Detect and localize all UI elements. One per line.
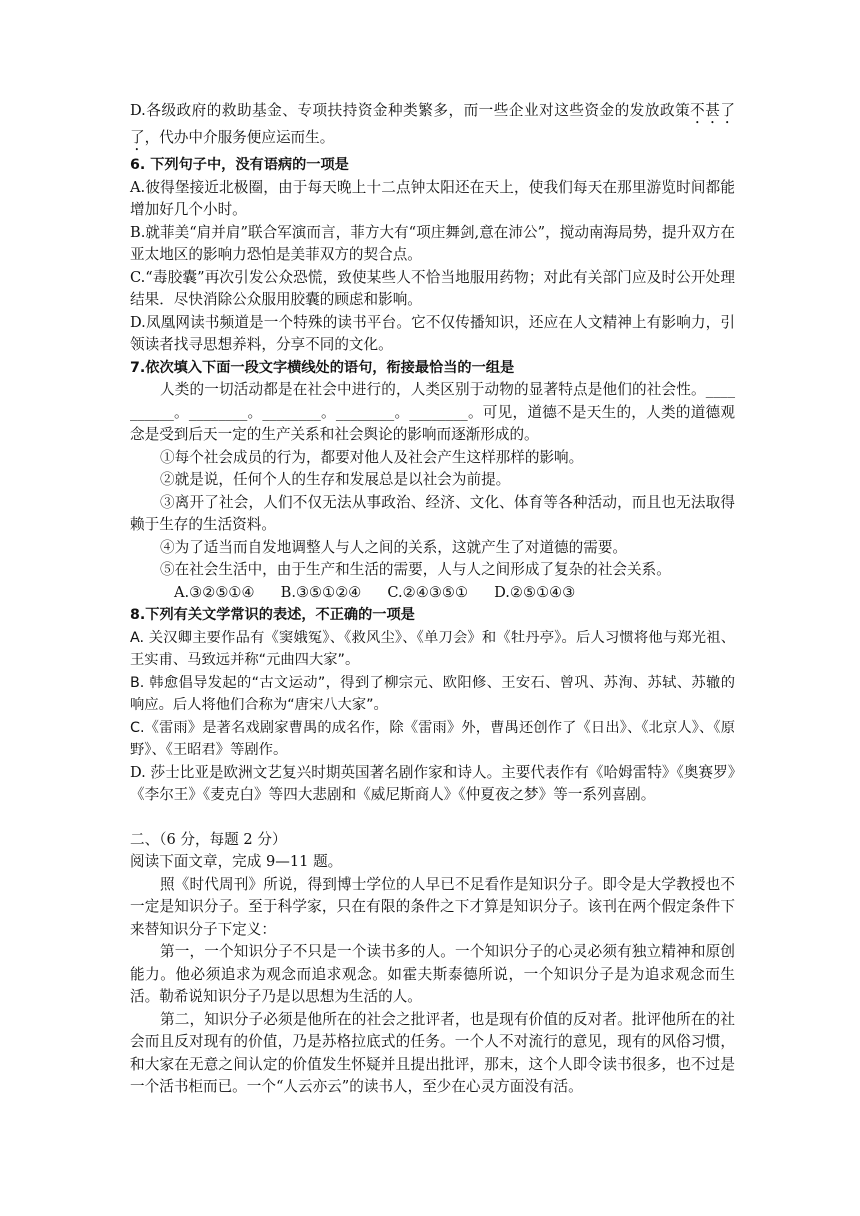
section2-instruction: 阅读下面文章，完成 9—11 题。: [130, 853, 343, 870]
q7-options: [130, 582, 735, 605]
q7-sentence-5: ⑤在社会生活中，由于生产和生活的需要，人与人之间形成了复杂的社会关系。: [160, 561, 671, 578]
q7-option-a: A.③②⑤①④: [174, 583, 255, 601]
reading-paragraph-1: 照《时代周刊》所说，得到博士学位的人早已不足看作是知识分子。即令是大学教授也不一定是知识分子。至于科学家，只在有限的条件之下才算是知识分子。该刊在两个假定条件下来替知识分子下定义：: [130, 875, 735, 938]
q7-stem: 7.依次填入下面一段文字横线处的语句，衔接最恰当的一组是: [130, 359, 515, 376]
q6-option-d: D.凤凰网读书频道是一个特殊的读书平台。它不仅传播知识，还应在人文精神上有影响力，引领读者找寻思想养料，分享不同的文化。: [130, 313, 735, 353]
q5-option-d-dotted: 不甚了了: [130, 102, 735, 146]
q8-stem: 8.下列有关文学常识的表述，不正确的一项是: [130, 607, 415, 623]
q5-option-d-text: D.各级政府的救助基金、专项扶持资金种类繁多，而一些企业对这些资金的发放政策: [130, 102, 691, 119]
q8-option-c: C.《雷雨》是著名戏剧家曹禺的成名作，除《雷雨》外，曹禺还创作了《日出》、《北京人》、《原野》、《王昭君》等剧作。: [130, 719, 735, 758]
q7-sentence-4: ④为了适当而自发地调整人与人之间的关系，这就产生了对道德的需要。: [160, 538, 628, 556]
q7-sentence-1: ①每个社会成员的行为，都要对他人及社会产生这样那样的影响。: [160, 448, 584, 466]
page-content: [130, 100, 735, 1099]
q5-option-d: [130, 100, 735, 154]
q8-option-a: A. 关汉卿主要作品有《窦娥冤》、《救风尘》、《单刀会》和《牡丹亭》。后人习惯将他与郑光祖、王实甫、马致远并称“元曲四大家”。: [130, 629, 735, 668]
q6-option-c: C.“毒胶囊”再次引发公众恐慌，致使某些人不恰当地服用药物；对此有关部门应及时公开处理结果．尽快消除公众服用胶囊的顾虑和影响。: [130, 268, 735, 308]
section-gap: [130, 807, 735, 829]
q7-passage: 人类的一切活动都是在社会中进行的，人类区别于动物的显著特点是他们的社会性。__________。________。________。________。________。可见，道德不是天生的，人类的道德观念是受到后天一定的生产关系和社会舆论的影响而逐渐形成的。: [130, 381, 735, 443]
q7-sentence-3: ③离开了社会，人们不仅无法从事政治、经济、文化、体育等各种活动，而且也无法取得赖于生存的生活资料。: [130, 493, 735, 533]
q8-option-d: D. 莎士比亚是欧洲文艺复兴时期英国著名剧作家和诗人。主要代表作有《哈姆雷特》《奥赛罗》《李尔王》《麦克白》等四大悲剧和《威尼斯商人》《仲夏夜之梦》等一系列喜剧。: [130, 763, 735, 803]
q7-option-c: C.②④③⑤①: [387, 583, 469, 601]
q5-option-d-text-end: ，代办中介服务便应运而生。: [144, 129, 335, 146]
q8-option-b: B. 韩愈倡导发起的“古文运动”，得到了柳宗元、欧阳修、王安石、曾巩、苏洵、苏轼、苏辙的响应。后人将他们合称为“唐宋八大家”。: [130, 674, 735, 713]
reading-paragraph-2: 第一，一个知识分子不只是一个读书多的人。一个知识分子的心灵必须有独立精神和原创能力。他必须追求为观念而追求观念。如霍夫斯泰德所说，一个知识分子是为追求观念而生活。勒希说知识分子乃是以思想为生活的人。: [130, 943, 735, 1005]
q7-option-d: D.②⑤①④③: [494, 583, 576, 601]
q7-sentence-2: ②就是说，任何个人的生存和发展总是以社会为前提。: [160, 471, 511, 488]
q6-option-b: B.就菲美“肩并肩”联合军演而言，菲方大有“项庄舞剑,意在沛公”，搅动南海局势，提升双方在亚太地区的影响力恐怕是美菲双方的契合点。: [130, 223, 735, 263]
q6-stem: 6. 下列句子中，没有语病的一项是: [130, 157, 349, 173]
q6-option-a: A.彼得堡接近北极圈，由于每天晚上十二点钟太阳还在天上，使我们每天在那里游览时间都能增加好几个小时。: [130, 178, 735, 218]
reading-paragraph-3: 第二，知识分子必须是他所在的社会之批评者，也是现有价值的反对者。批评他所在的社会而且反对现有的价值，乃是苏格拉底式的任务。一个人不对流行的意见，现有的风俗习惯，和大家在无意之间认定的价值发生怀疑并且提出批评，那末，这个人即令读书很多，也不过是一个活书柜而已。一个“人云亦云”的读书人，至少在心灵方面没有活。: [130, 1010, 735, 1095]
q7-option-b: B.③⑤①②④: [280, 583, 362, 601]
section2-heading: 二、（6 分，每题 2 分）: [130, 830, 287, 848]
